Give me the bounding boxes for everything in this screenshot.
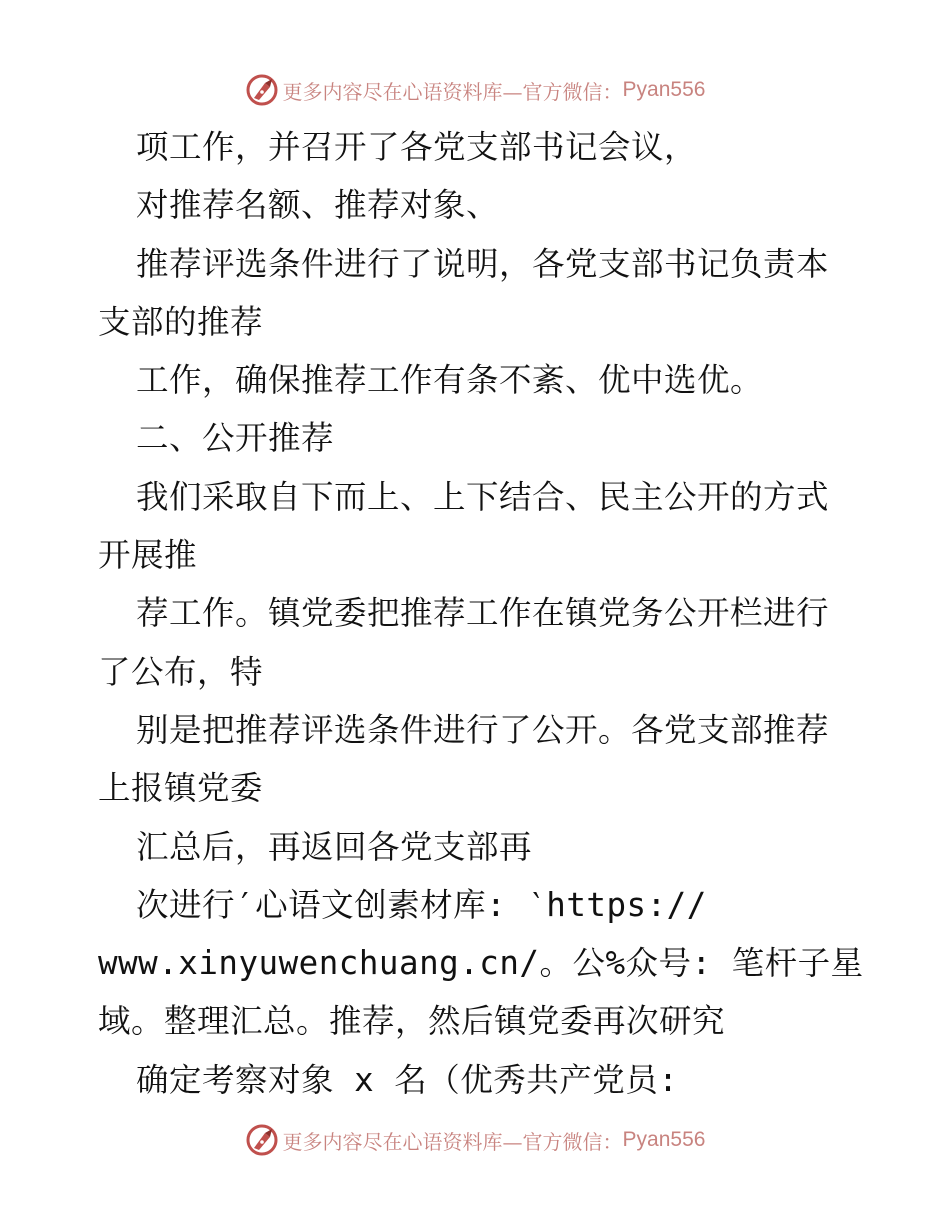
footer-watermark-banner [0,1118,950,1162]
document-body [98,118,864,1109]
section-heading: 二、公开推荐 [136,419,335,458]
body-line: 别是把推荐评选条件进行了公开。各党支部推荐 [136,710,830,749]
body-line: 了公布，特 [98,652,264,691]
header-watermark-text: 更多内容尽在心语资料库—官方微信： [282,79,623,104]
body-line: 汇总后，再返回各党支部再 [136,827,533,866]
body-line: 开展推 [98,536,198,575]
footer-watermark-text: 更多内容尽在心语资料库—官方微信： [282,1129,623,1154]
body-line: 次进行′心语文创素材库: ‵https:// [136,885,707,924]
body-line: 对推荐名额、推荐对象、 [136,186,500,225]
body-line: 项工作，并召开了各党支部书记会议， [136,128,698,166]
body-line: 上报镇党委 [98,769,264,808]
body-line: www.xinyuwenchuang.cn/。公%众号: 笔杆子星 [98,944,864,983]
body-line: 确定考察对象 x 名（优秀共产党员: [136,1060,679,1099]
footer-watermark [245,1123,706,1157]
body-line: 工作，确保推荐工作有条不紊、优中选优。 [136,361,764,400]
footer-watermark-brand: Pyan556 [622,1128,706,1151]
body-line: 域。整理汇总。推荐，然后镇党委再次研究 [98,1002,726,1041]
pen-nib-logo-icon [245,1123,279,1157]
body-line: 支部的推荐 [98,302,264,341]
header-watermark-brand: Pyan556 [622,78,706,101]
body-line: 荐工作。镇党委把推荐工作在镇党务公开栏进行 [136,594,830,633]
header-watermark [245,73,706,107]
body-line: 推荐评选条件进行了说明，各党支部书记负责本 [136,244,830,283]
pen-nib-logo-icon [245,73,279,107]
header-watermark-banner [0,68,950,112]
body-line: 我们采取自下而上、上下结合、民主公开的方式 [136,477,830,516]
